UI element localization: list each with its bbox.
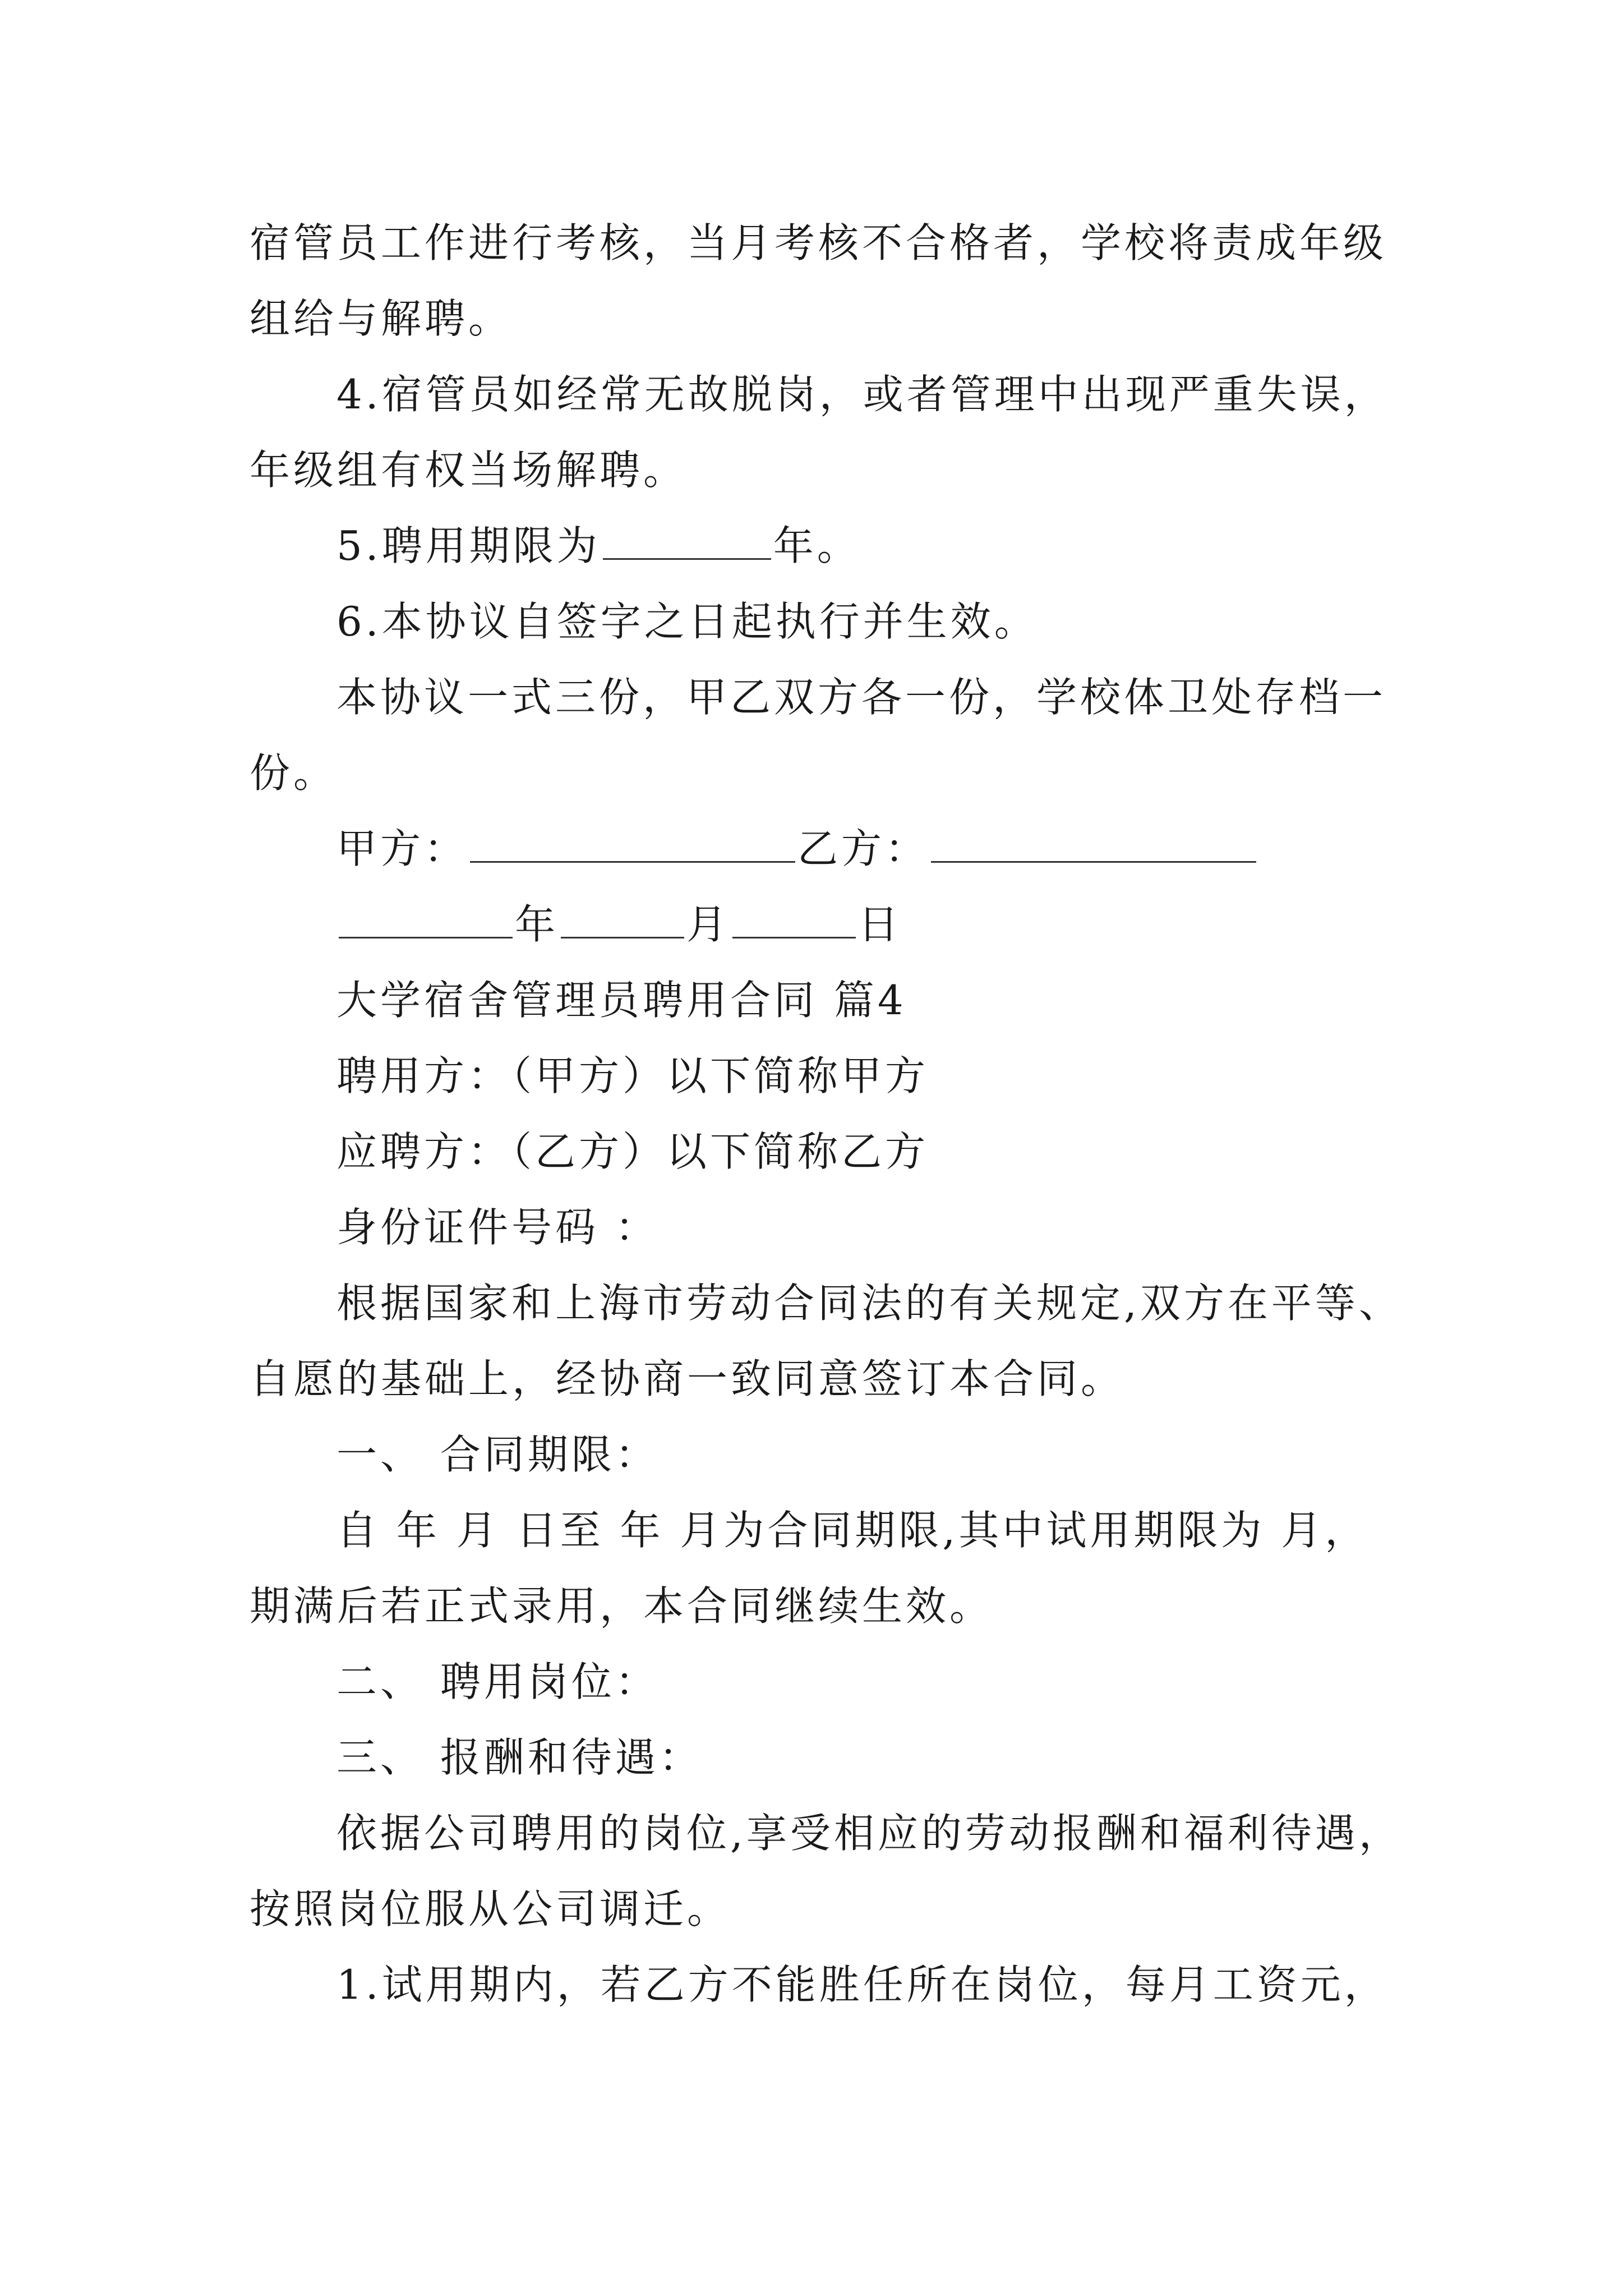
article-2-heading: 二、 聘用岗位： xyxy=(336,1658,659,1705)
date-month-blank[interactable] xyxy=(561,904,684,938)
clause-5-suffix: 年。 xyxy=(773,522,861,569)
clause-5-text: 5.聘用期限为 xyxy=(336,522,601,569)
date-day-blank[interactable] xyxy=(732,904,856,938)
date-line xyxy=(336,899,902,950)
paragraph-line: 组给与解聘。 xyxy=(250,295,513,342)
preamble-line-2: 自愿的基础上，经协商一致同意签订本合同。 xyxy=(250,1355,1125,1402)
pay-line-2: 按照岗位服从公司调迁。 xyxy=(250,1885,731,1932)
month-label: 月 xyxy=(686,901,731,948)
party-a-signature-blank[interactable] xyxy=(470,829,795,863)
date-year-blank[interactable] xyxy=(339,904,513,938)
day-label: 日 xyxy=(858,901,902,948)
clause-4-line-1: 4.宿管员如经常无故脱岗，或者管理中出现严重失误， xyxy=(336,371,1388,418)
party-b-label: 乙方： xyxy=(797,825,929,872)
article-1-heading: 一、 合同期限： xyxy=(336,1431,659,1478)
party-a-label: 甲方： xyxy=(336,825,468,872)
signature-line xyxy=(336,823,1258,874)
clause-6: 6.本协议自签字之日起执行并生效。 xyxy=(336,598,1038,645)
preamble-line-1: 根据国家和上海市劳动合同法的有关规定,双方在平等、 xyxy=(336,1280,1403,1327)
clause-5 xyxy=(336,521,861,571)
paragraph-line: 宿管员工作进行考核，当月考核不合格者，学校将责成年级 xyxy=(250,219,1387,266)
year-label: 年 xyxy=(515,901,559,948)
term-years-blank[interactable] xyxy=(603,526,771,560)
pay-line-1: 依据公司聘用的岗位,享受相应的劳动报酬和福利待遇， xyxy=(336,1810,1403,1857)
contract-term-line-1: 自 年 月 日至 年 月为合同期限,其中试用期限为 月， xyxy=(336,1507,1369,1554)
party-b-signature-blank[interactable] xyxy=(931,829,1256,863)
probation-pay-line: 1.试用期内，若乙方不能胜任所在岗位，每月工资元， xyxy=(336,1961,1388,2008)
id-number-line: 身份证件号码 ： xyxy=(336,1204,659,1251)
clause-4-line-2: 年级组有权当场解聘。 xyxy=(250,447,688,494)
contract-term-line-2: 期满后若正式录用，本合同继续生效。 xyxy=(250,1582,994,1630)
copies-line-2: 份。 xyxy=(250,749,338,797)
article-3-heading: 三、 报酬和待遇： xyxy=(336,1734,703,1781)
employer-line: 聘用方：（甲方）以下简称甲方 xyxy=(336,1052,929,1099)
section-heading: 大学宿舍管理员聘用合同 篇4 xyxy=(336,977,907,1024)
copies-line-1: 本协议一式三份，甲乙双方各一份，学校体卫处存档一 xyxy=(336,674,1387,721)
employee-line: 应聘方：（乙方）以下简称乙方 xyxy=(336,1128,929,1175)
